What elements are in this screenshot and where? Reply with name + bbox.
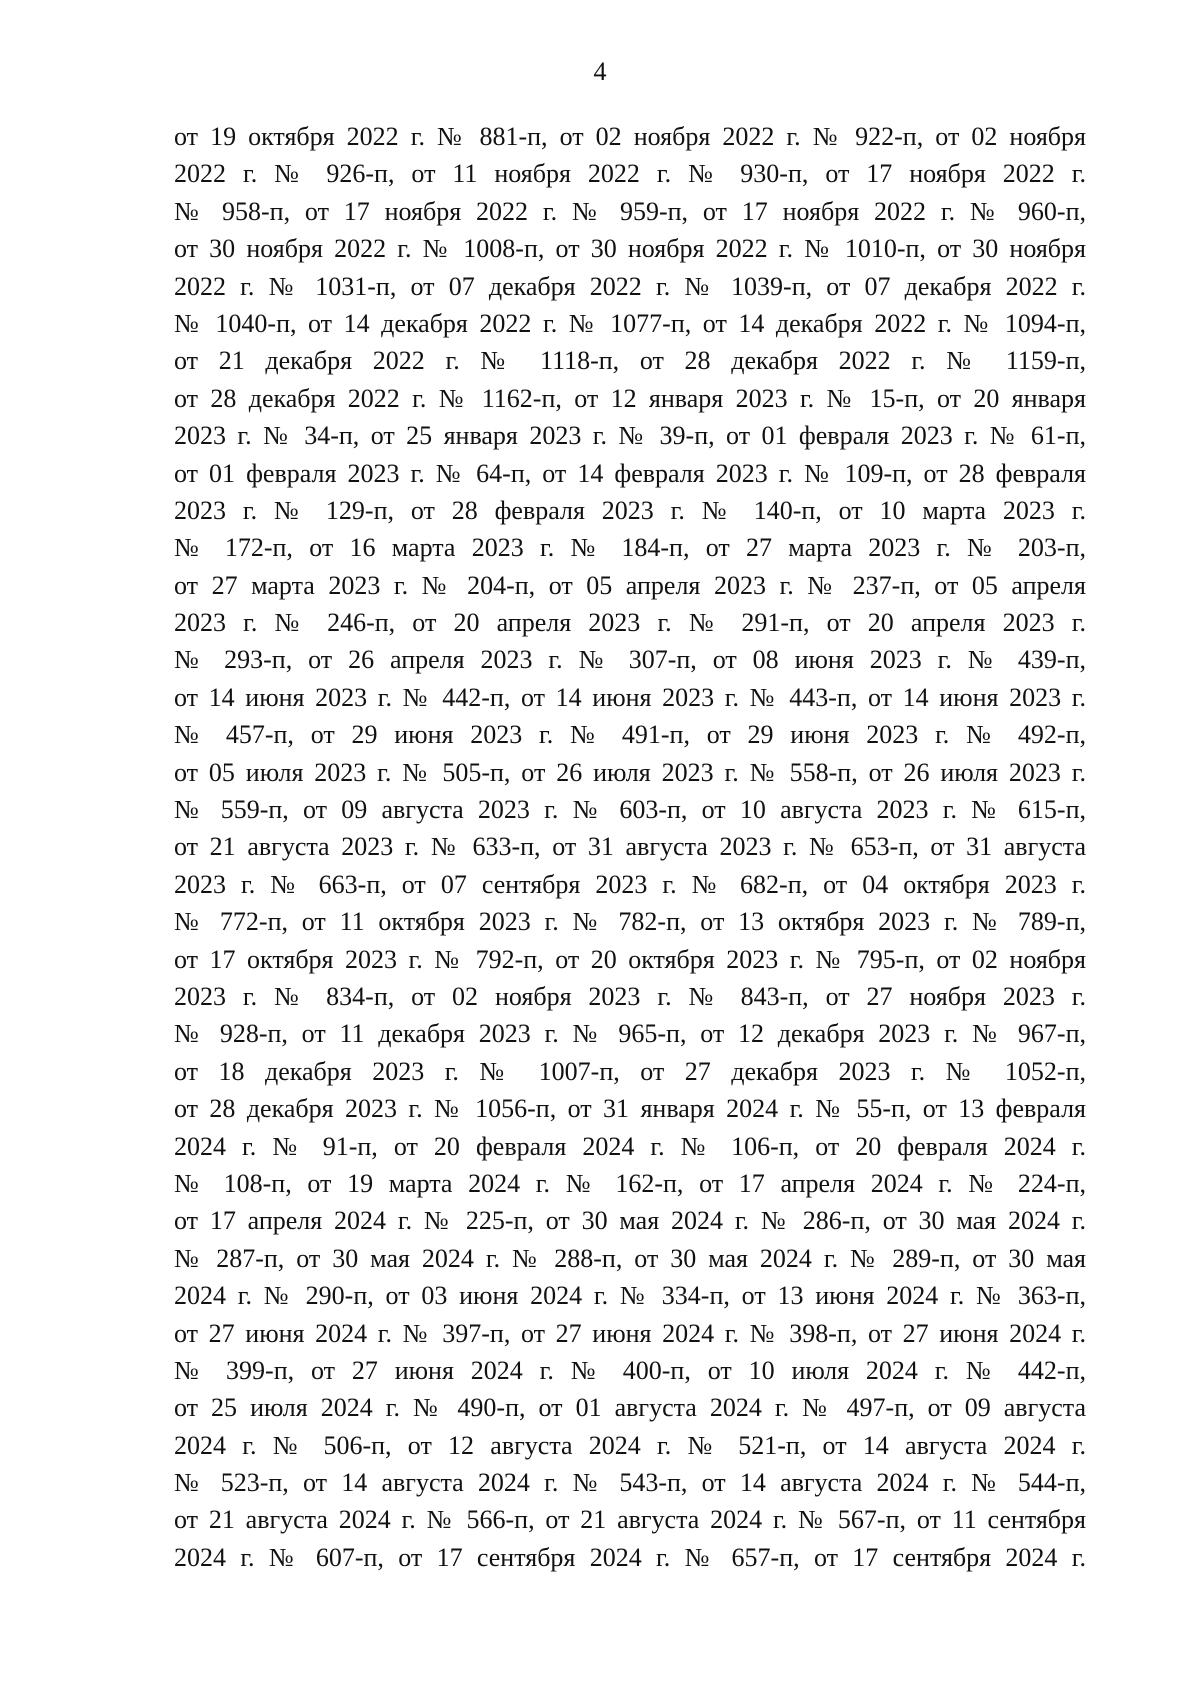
text-line-content: от 05 июля 2023 г. № 505-п, от 26 июля 2023 г. № 558-п, от 26 июля 2023 г. bbox=[174, 757, 1086, 787]
text-line-content: 2023 г. № 246-п, от 20 апреля 2023 г. № 291-п, от 20 апреля 2023 г. bbox=[174, 608, 1086, 638]
text-line bbox=[174, 1464, 1086, 1501]
text-line bbox=[174, 230, 1086, 267]
text-line-content: 2023 г. № 834-п, от 02 ноября 2023 г. № 843-п, от 27 ноября 2023 г. bbox=[174, 981, 1086, 1011]
text-line bbox=[174, 1053, 1086, 1090]
text-line-content: от 19 октября 2022 г. № 881-п, от 02 ноября 2022 г. № 922-п, от 02 ноября bbox=[174, 122, 1086, 151]
text-line bbox=[174, 305, 1086, 342]
text-line-content: от 14 июня 2023 г. № 442-п, от 14 июня 2023 г. № 443-п, от 14 июня 2023 г. bbox=[174, 682, 1086, 712]
text-line-content: от 28 декабря 2023 г. № 1056-п, от 31 января 2024 г. № 55-п, от 13 февраля bbox=[174, 1094, 1086, 1124]
text-line-content: № 523-п, от 14 августа 2024 г. № 543-п, от 14 августа 2024 г. № 544-п, bbox=[174, 1468, 1086, 1498]
text-line bbox=[174, 1240, 1086, 1277]
text-line bbox=[174, 941, 1086, 978]
text-line bbox=[174, 641, 1086, 678]
text-line-content: от 17 апреля 2024 г. № 225-п, от 30 мая 2024 г. № 286-п, от 30 мая 2024 г. bbox=[174, 1206, 1086, 1236]
text-line-content: № 172-п, от 16 марта 2023 г. № 184-п, от 27 марта 2023 г. № 203-п, bbox=[174, 533, 1086, 563]
text-line bbox=[174, 903, 1086, 940]
text-line-content: 2024 г. № 290-п, от 03 июня 2024 г. № 334-п, от 13 июня 2024 г. № 363-п, bbox=[174, 1281, 1086, 1311]
text-line-content: от 21 декабря 2022 г. № 1118-п, от 28 декабря 2022 г. № 1159-п, bbox=[174, 346, 1086, 376]
text-line bbox=[174, 1277, 1086, 1314]
text-line bbox=[174, 1427, 1086, 1464]
text-line-content: 2022 г. № 1031-п, от 07 декабря 2022 г. № 1039-п, от 07 декабря 2022 г. bbox=[174, 271, 1086, 301]
text-line bbox=[174, 1015, 1086, 1052]
text-line bbox=[174, 417, 1086, 454]
text-line bbox=[174, 1539, 1086, 1576]
text-line bbox=[174, 342, 1086, 379]
text-line bbox=[174, 193, 1086, 230]
text-line-content: от 21 августа 2024 г. № 566-п, от 21 августа 2024 г. № 567-п, от 11 сентября bbox=[174, 1505, 1086, 1535]
text-line bbox=[174, 828, 1086, 865]
text-line-content: от 27 июня 2024 г. № 397-п, от 27 июня 2024 г. № 398-п, от 27 июня 2024 г. bbox=[174, 1318, 1086, 1348]
text-line-content: от 25 июля 2024 г. № 490-п, от 01 августа 2024 г. № 497-п, от 09 августа bbox=[174, 1393, 1086, 1423]
text-line-content: от 21 августа 2023 г. № 633-п, от 31 августа 2023 г. № 653-п, от 31 августа bbox=[174, 832, 1086, 862]
text-line bbox=[174, 604, 1086, 641]
text-line bbox=[174, 978, 1086, 1015]
text-line-content: № 559-п, от 09 августа 2023 г. № 603-п, от 10 августа 2023 г. № 615-п, bbox=[174, 795, 1086, 825]
text-line bbox=[174, 1128, 1086, 1165]
text-line-content: № 399-п, от 27 июня 2024 г. № 400-п, от 10 июля 2024 г. № 442-п, bbox=[174, 1355, 1086, 1385]
text-line-content: № 293-п, от 26 апреля 2023 г. № 307-п, от 08 июня 2023 г. № 439-п, bbox=[174, 645, 1086, 675]
text-line-content: 2023 г. № 129-п, от 28 февраля 2023 г. № 140-п, от 10 марта 2023 г. bbox=[174, 495, 1086, 525]
text-line-content: № 108-п, от 19 марта 2024 г. № 162-п, от 17 апреля 2024 г. № 224-п, bbox=[174, 1168, 1086, 1198]
text-line bbox=[174, 716, 1086, 753]
text-line-content: 2023 г. № 663-п, от 07 сентября 2023 г. № 682-п, от 04 октября 2023 г. bbox=[174, 869, 1086, 899]
text-line-content: 2022 г. № 926-п, от 11 ноября 2022 г. № 930-п, от 17 ноября 2022 г. bbox=[174, 159, 1086, 189]
text-line bbox=[174, 1352, 1086, 1389]
body-text bbox=[174, 118, 1086, 1576]
text-line bbox=[174, 1501, 1086, 1538]
text-line bbox=[174, 1389, 1086, 1426]
text-line-content: 2024 г. № 91-п, от 20 февраля 2024 г. № 106-п, от 20 февраля 2024 г. bbox=[174, 1131, 1086, 1161]
text-line-content: № 1040-п, от 14 декабря 2022 г. № 1077-п, от 14 декабря 2022 г. № 1094-п, bbox=[174, 308, 1086, 338]
text-line bbox=[174, 791, 1086, 828]
text-line-content: № 772-п, от 11 октября 2023 г. № 782-п, от 13 октября 2023 г. № 789-п, bbox=[174, 907, 1086, 937]
text-line-content: 2023 г. № 34-п, от 25 января 2023 г. № 39-п, от 01 февраля 2023 г. № 61-п, bbox=[174, 421, 1086, 451]
text-line bbox=[174, 529, 1086, 566]
page-number: 4 bbox=[593, 57, 607, 86]
text-line bbox=[174, 1202, 1086, 1239]
text-line bbox=[174, 380, 1086, 417]
text-line bbox=[174, 567, 1086, 604]
text-line-content: № 958-п, от 17 ноября 2022 г. № 959-п, от 17 ноября 2022 г. № 960-п, bbox=[174, 196, 1086, 226]
text-line bbox=[174, 155, 1086, 192]
text-line bbox=[174, 679, 1086, 716]
text-line bbox=[174, 754, 1086, 791]
text-line bbox=[174, 1315, 1086, 1352]
text-line-content: от 30 ноября 2022 г. № 1008-п, от 30 ноября 2022 г. № 1010-п, от 30 ноября bbox=[174, 234, 1086, 264]
text-line-content: 2024 г. № 607-п, от 17 сентября 2024 г. № 657-п, от 17 сентября 2024 г. bbox=[174, 1542, 1086, 1572]
text-line bbox=[174, 455, 1086, 492]
text-line-content: № 928-п, от 11 декабря 2023 г. № 965-п, от 12 декабря 2023 г. № 967-п, bbox=[174, 1019, 1086, 1049]
text-line-content: № 287-п, от 30 мая 2024 г. № 288-п, от 30 мая 2024 г. № 289-п, от 30 мая bbox=[174, 1243, 1086, 1273]
text-line-content: от 27 марта 2023 г. № 204-п, от 05 апреля 2023 г. № 237-п, от 05 апреля bbox=[174, 570, 1086, 600]
text-line bbox=[174, 866, 1086, 903]
text-line-content: № 457-п, от 29 июня 2023 г. № 491-п, от 29 июня 2023 г. № 492-п, bbox=[174, 720, 1086, 750]
text-line-content: от 01 февраля 2023 г. № 64-п, от 14 февраля 2023 г. № 109-п, от 28 февраля bbox=[174, 458, 1086, 488]
text-line bbox=[174, 268, 1086, 305]
text-line bbox=[174, 1090, 1086, 1127]
text-line-content: от 17 октября 2023 г. № 792-п, от 20 октября 2023 г. № 795-п, от 02 ноября bbox=[174, 944, 1086, 974]
text-line-content: от 28 декабря 2022 г. № 1162-п, от 12 января 2023 г. № 15-п, от 20 января bbox=[174, 383, 1086, 413]
text-line-content: 2024 г. № 506-п, от 12 августа 2024 г. № 521-п, от 14 августа 2024 г. bbox=[174, 1430, 1086, 1460]
text-line bbox=[174, 118, 1086, 155]
text-line bbox=[174, 1165, 1086, 1202]
text-line-content: от 18 декабря 2023 г. № 1007-п, от 27 декабря 2023 г. № 1052-п, bbox=[174, 1056, 1086, 1086]
text-line bbox=[174, 492, 1086, 529]
